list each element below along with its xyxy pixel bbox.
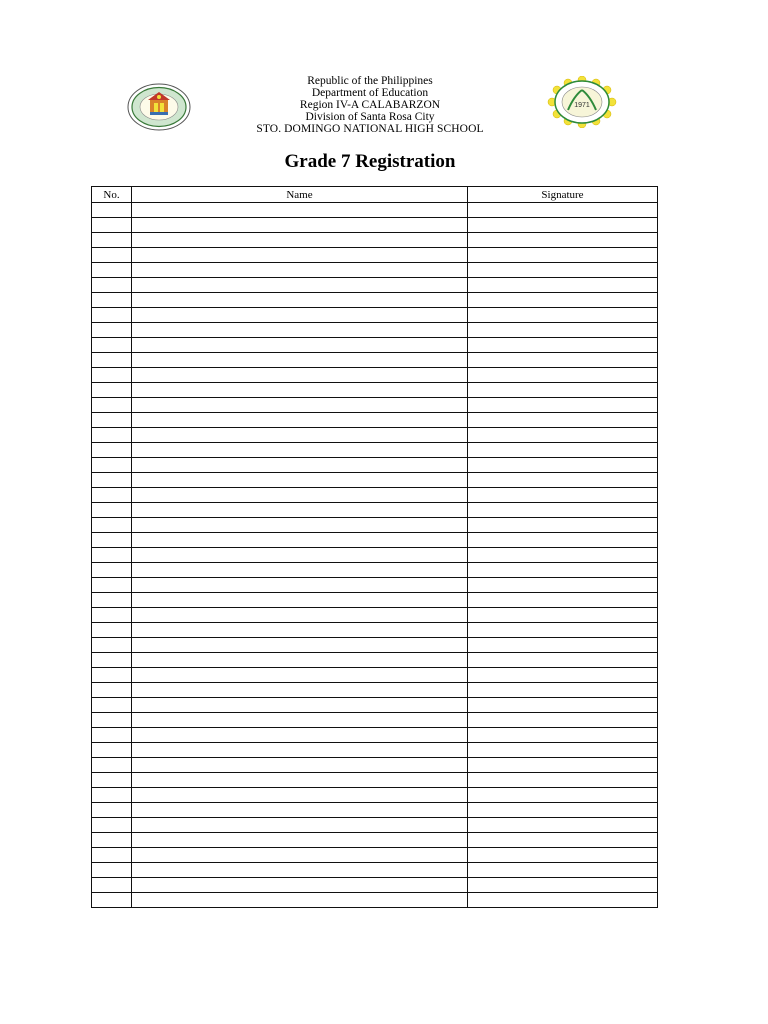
table-row [92,323,658,338]
cell-name [132,728,468,743]
cell-no [92,833,132,848]
cell-no [92,803,132,818]
cell-no [92,488,132,503]
cell-signature [468,608,658,623]
cell-signature [468,893,658,908]
table-row [92,353,658,368]
cell-signature [468,668,658,683]
cell-name [132,413,468,428]
cell-signature [468,518,658,533]
cell-name [132,668,468,683]
table-row [92,728,658,743]
cell-signature [468,653,658,668]
table-row [92,803,658,818]
cell-no [92,248,132,263]
header-line-region: Region IV-A CALABARZON [299,99,441,111]
cell-signature [468,818,658,833]
cell-no [92,278,132,293]
cell-signature [468,563,658,578]
cell-signature [468,293,658,308]
table-row [92,533,658,548]
cell-name [132,773,468,788]
cell-name [132,863,468,878]
cell-no [92,848,132,863]
column-header-name: Name [132,187,468,203]
cell-signature [468,638,658,653]
table-row [92,503,658,518]
cell-name [132,308,468,323]
table-row [92,893,658,908]
letterhead [200,75,540,135]
cell-no [92,413,132,428]
table-row [92,788,658,803]
cell-signature [468,788,658,803]
table-row [92,218,658,233]
cell-no [92,788,132,803]
cell-signature [468,308,658,323]
cell-signature [468,398,658,413]
table-row [92,668,658,683]
table-row [92,638,658,653]
cell-no [92,203,132,218]
cell-name [132,638,468,653]
table-row [92,623,658,638]
table-row [92,713,658,728]
cell-no [92,593,132,608]
cell-name [132,488,468,503]
cell-no [92,713,132,728]
cell-no [92,473,132,488]
cell-name [132,533,468,548]
cell-signature [468,503,658,518]
cell-name [132,443,468,458]
table-row [92,413,658,428]
cell-no [92,758,132,773]
cell-name [132,623,468,638]
cell-no [92,218,132,233]
cell-name [132,503,468,518]
header-line-republic: Republic of the Philippines [307,75,433,87]
cell-signature [468,863,658,878]
cell-name [132,473,468,488]
table-row [92,848,658,863]
cell-name [132,878,468,893]
cell-name [132,563,468,578]
table-row [92,248,658,263]
cell-name [132,518,468,533]
cell-signature [468,578,658,593]
division-seal-logo [544,76,620,128]
table-row [92,878,658,893]
header-line-department: Department of Education [311,87,429,99]
cell-no [92,428,132,443]
table-row [92,428,658,443]
table-row [92,773,658,788]
cell-no [92,893,132,908]
header-line-division: Division of Santa Rosa City [305,111,435,123]
cell-no [92,638,132,653]
cell-name [132,218,468,233]
cell-signature [468,248,658,263]
cell-name [132,758,468,773]
cell-name [132,833,468,848]
cell-no [92,338,132,353]
table-row [92,683,658,698]
cell-name [132,593,468,608]
cell-signature [468,323,658,338]
cell-signature [468,593,658,608]
cell-signature [468,803,658,818]
cell-name [132,893,468,908]
cell-name [132,818,468,833]
cell-no [92,818,132,833]
cell-no [92,743,132,758]
cell-name [132,368,468,383]
cell-name [132,233,468,248]
table-row [92,293,658,308]
cell-no [92,548,132,563]
cell-signature [468,548,658,563]
cell-name [132,293,468,308]
cell-no [92,458,132,473]
cell-no [92,683,132,698]
column-header-signature: Signature [468,187,658,203]
cell-signature [468,728,658,743]
table-row [92,473,658,488]
cell-signature [468,353,658,368]
cell-name [132,803,468,818]
cell-no [92,608,132,623]
cell-no [92,698,132,713]
cell-name [132,323,468,338]
cell-name [132,743,468,758]
header-line-school: STO. DOMINGO NATIONAL HIGH SCHOOL [256,123,484,135]
table-row [92,203,658,218]
cell-no [92,368,132,383]
table-row [92,398,658,413]
cell-name [132,608,468,623]
deped-seal-logo [126,82,192,132]
table-body [92,203,658,908]
table-row [92,443,658,458]
cell-name [132,848,468,863]
cell-signature [468,338,658,353]
cell-no [92,293,132,308]
cell-no [92,728,132,743]
cell-name [132,653,468,668]
cell-signature [468,278,658,293]
table-row [92,488,658,503]
cell-name [132,263,468,278]
cell-signature [468,413,658,428]
cell-no [92,308,132,323]
cell-no [92,383,132,398]
table-row [92,863,658,878]
cell-signature [468,833,658,848]
cell-signature [468,713,658,728]
cell-signature [468,428,658,443]
seal-year: 1971 [574,102,590,109]
cell-signature [468,848,658,863]
table-row [92,233,658,248]
cell-no [92,443,132,458]
cell-name [132,278,468,293]
cell-name [132,548,468,563]
table-row [92,758,658,773]
table-row [92,458,658,473]
cell-signature [468,488,658,503]
cell-no [92,398,132,413]
cell-name [132,578,468,593]
cell-signature [468,773,658,788]
cell-no [92,863,132,878]
table-row [92,383,658,398]
table-row [92,368,658,383]
cell-no [92,623,132,638]
cell-name [132,713,468,728]
cell-name [132,353,468,368]
cell-no [92,503,132,518]
cell-no [92,263,132,278]
cell-no [92,233,132,248]
table-row [92,593,658,608]
cell-signature [468,878,658,893]
cell-no [92,878,132,893]
cell-name [132,203,468,218]
cell-name [132,683,468,698]
cell-signature [468,383,658,398]
cell-signature [468,368,658,383]
table-row [92,698,658,713]
cell-signature [468,533,658,548]
cell-name [132,428,468,443]
cell-no [92,353,132,368]
table-row [92,548,658,563]
table-row [92,518,658,533]
cell-signature [468,473,658,488]
cell-signature [468,203,658,218]
cell-name [132,788,468,803]
cell-no [92,563,132,578]
cell-signature [468,263,658,278]
cell-signature [468,623,658,638]
table-row [92,653,658,668]
cell-name [132,383,468,398]
cell-name [132,248,468,263]
cell-signature [468,458,658,473]
table-row [92,578,658,593]
cell-name [132,698,468,713]
table-row [92,833,658,848]
cell-no [92,773,132,788]
cell-no [92,668,132,683]
table-row [92,338,658,353]
table-row [92,278,658,293]
table-row [92,308,658,323]
cell-no [92,323,132,338]
table-row [92,263,658,278]
page-title: Grade 7 Registration [284,151,456,172]
cell-signature [468,758,658,773]
registration-table [91,186,658,908]
cell-no [92,533,132,548]
table-header-row [92,187,658,203]
cell-signature [468,233,658,248]
column-header-no: No. [92,187,132,203]
table-row [92,818,658,833]
cell-signature [468,698,658,713]
table-row [92,563,658,578]
table-row [92,608,658,623]
cell-no [92,578,132,593]
cell-signature [468,443,658,458]
cell-name [132,458,468,473]
cell-signature [468,743,658,758]
table-row [92,743,658,758]
cell-name [132,398,468,413]
cell-signature [468,683,658,698]
cell-no [92,653,132,668]
cell-no [92,518,132,533]
cell-signature [468,218,658,233]
cell-name [132,338,468,353]
